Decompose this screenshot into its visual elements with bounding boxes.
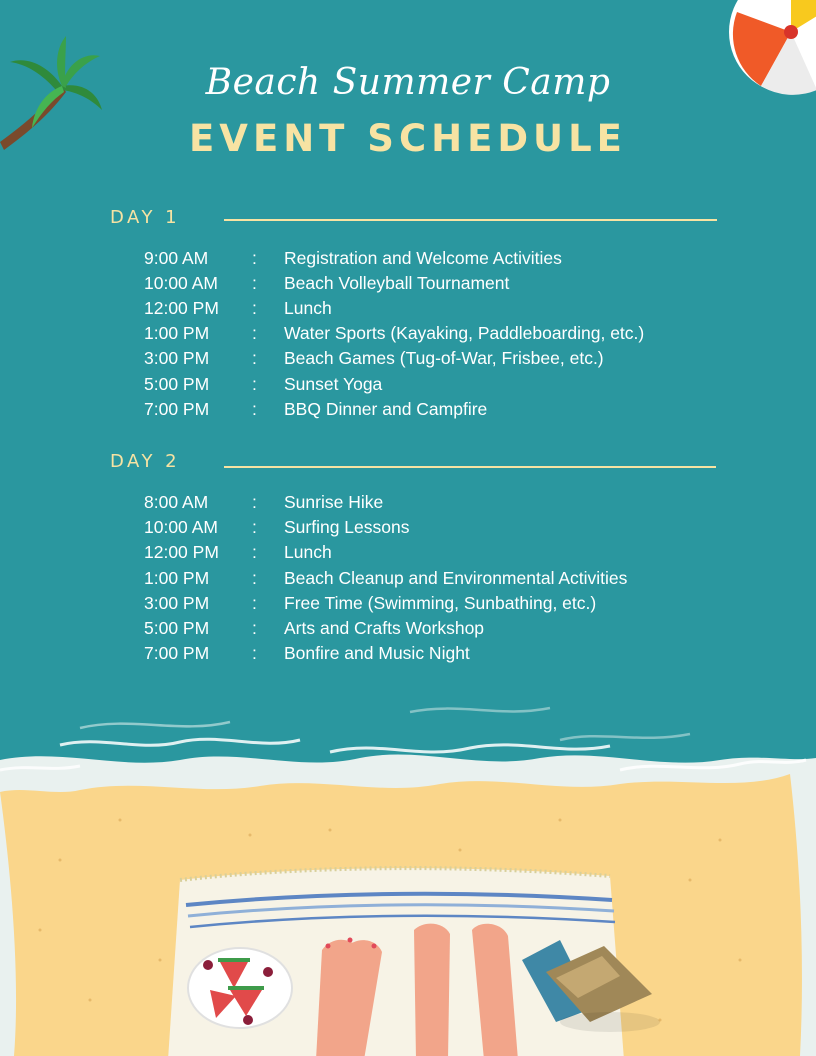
event-activity: Lunch bbox=[284, 298, 332, 318]
event-time: 1:00 PM bbox=[144, 568, 210, 588]
event-activity: Beach Volleyball Tournament bbox=[284, 273, 510, 293]
event-activity: Surfing Lessons bbox=[284, 517, 410, 537]
separator: : bbox=[252, 323, 257, 343]
event-time: 1:00 PM bbox=[144, 323, 210, 343]
day-2-heading: DAY 2 bbox=[110, 451, 181, 472]
event-time: 12:00 PM bbox=[144, 298, 219, 318]
feet bbox=[316, 924, 518, 1056]
event-activity: Registration and Welcome Activities bbox=[284, 248, 562, 268]
separator: : bbox=[252, 517, 257, 537]
event-activity: Free Time (Swimming, Sunbathing, etc.) bbox=[284, 593, 597, 613]
event-activity: Sunrise Hike bbox=[284, 492, 384, 512]
event-time: 5:00 PM bbox=[144, 374, 210, 394]
separator: : bbox=[252, 542, 257, 562]
separator: : bbox=[252, 348, 257, 368]
separator: : bbox=[252, 618, 257, 638]
event-activity: Lunch bbox=[284, 542, 332, 562]
separator: : bbox=[252, 273, 257, 293]
event-time: 7:00 PM bbox=[144, 399, 210, 419]
event-activity: BBQ Dinner and Campfire bbox=[284, 399, 488, 419]
event-activity: Water Sports (Kayaking, Paddleboarding, etc.) bbox=[284, 323, 645, 343]
day-1-divider bbox=[224, 219, 717, 221]
separator: : bbox=[252, 492, 257, 512]
event-time: 3:00 PM bbox=[144, 593, 210, 613]
event-time: 5:00 PM bbox=[144, 618, 210, 638]
event-activity: Beach Cleanup and Environmental Activities bbox=[284, 568, 628, 588]
event-activity: Arts and Crafts Workshop bbox=[284, 618, 485, 638]
event-time: 10:00 AM bbox=[144, 517, 218, 537]
separator: : bbox=[252, 248, 257, 268]
event-time: 3:00 PM bbox=[144, 348, 210, 368]
event-time: 9:00 AM bbox=[144, 248, 209, 268]
camp-name-title: Beach Summer Camp bbox=[205, 62, 611, 103]
schedule-heading: EVENT SCHEDULE bbox=[189, 117, 627, 160]
watermelon-plate bbox=[188, 948, 292, 1028]
day-1-heading: DAY 1 bbox=[110, 207, 181, 228]
event-activity: Beach Games (Tug-of-War, Frisbee, etc.) bbox=[284, 348, 604, 368]
event-time: 10:00 AM bbox=[144, 273, 218, 293]
separator: : bbox=[252, 568, 257, 588]
separator: : bbox=[252, 643, 257, 663]
separator: : bbox=[252, 399, 257, 419]
separator: : bbox=[252, 593, 257, 613]
event-time: 8:00 AM bbox=[144, 492, 209, 512]
event-activity: Sunset Yoga bbox=[284, 374, 383, 394]
separator: : bbox=[252, 298, 257, 318]
event-time: 12:00 PM bbox=[144, 542, 219, 562]
event-time: 7:00 PM bbox=[144, 643, 210, 663]
event-activity: Bonfire and Music Night bbox=[284, 643, 470, 663]
day-2-divider bbox=[224, 466, 716, 468]
separator: : bbox=[252, 374, 257, 394]
